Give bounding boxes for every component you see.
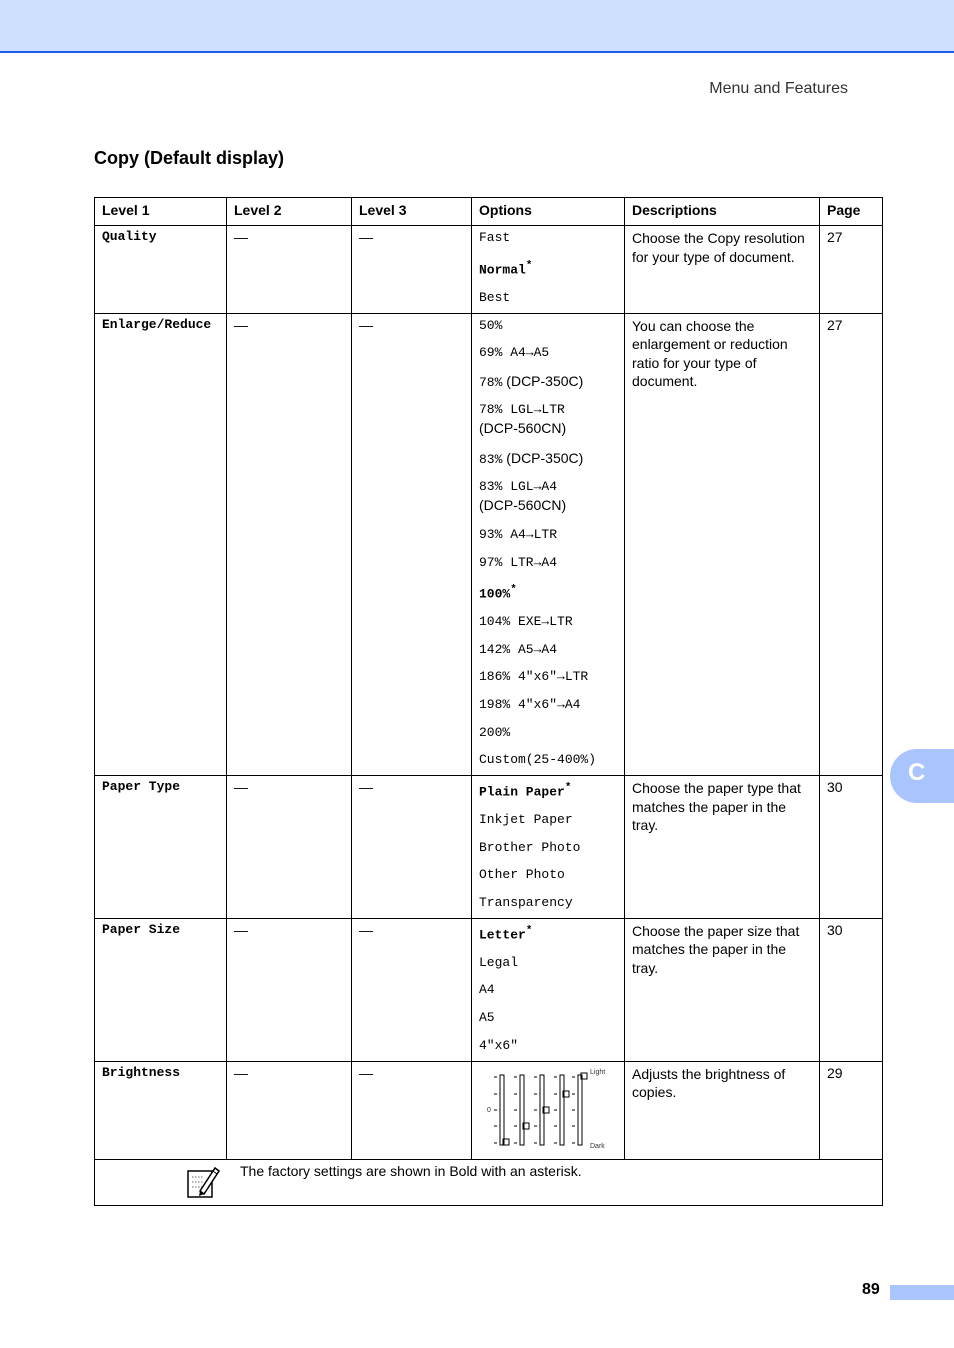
brightness-scale-5 [572,1073,587,1145]
table-row [95,1061,883,1159]
level3-cell: — [352,313,472,776]
option-item: 93% A4→LTR [479,527,558,543]
table-row [95,226,883,314]
option-item-default: 100%* [479,584,517,602]
level2-cell: — [227,313,352,776]
column-header: Level 3 [352,198,472,226]
chapter-letter: C [908,759,926,786]
note-cell [95,1159,883,1205]
brightness-scale-2 [514,1075,529,1145]
option-item: Brother Photo [479,839,581,855]
option-item: 4"x6" [479,1037,519,1053]
option-item-default: Normal* [479,259,533,277]
level3-cell: — [352,226,472,314]
page-cell: 27 [820,313,883,776]
model-note: (DCP-350C) [502,372,584,389]
brightness-dark-label: Dark [590,1142,605,1150]
option-item-default: Letter* [479,924,533,943]
level3-cell: — [352,776,472,919]
option-item: Custom(25-400%) [479,752,597,768]
level3-cell: — [352,1061,472,1159]
column-header: Page [820,198,883,226]
section-title: Copy (Default display) [94,148,285,168]
level1-cell: Brightness [95,1061,227,1159]
option-item: 97% LTR→A4 [479,554,558,570]
table-header-row [95,198,883,226]
brightness-scale-1 [494,1075,509,1145]
table-row [95,776,883,919]
note-pencil-icon [186,1163,220,1199]
level2-cell: — [227,918,352,1061]
option-item: 69% A4→A5 [479,345,550,361]
level2-cell: — [227,226,352,314]
page-cell: 29 [820,1061,883,1159]
option-item-default: Plain Paper* [479,782,572,800]
description-cell: Choose the Copy resolution for your type of document. [625,226,820,314]
default-asterisk: * [564,782,572,795]
level2-cell: — [227,1061,352,1159]
default-asterisk: * [525,924,533,937]
default-asterisk: * [510,584,517,597]
description-cell: Adjusts the brightness of copies. [625,1061,820,1159]
option-item: Transparency [479,894,573,910]
page-cell: 30 [820,918,883,1061]
copy-menu-table [94,197,883,1206]
level1-cell: Quality [95,226,227,314]
option-item: Legal [479,954,519,970]
option-item: 83% LGL→A4 (DCP-560CN) [479,479,567,514]
option-item: 186% 4"x6"→LTR [479,669,589,685]
column-header: Level 1 [95,198,227,226]
level2-cell: — [227,776,352,919]
chapter-side-tab [890,749,954,803]
options-cell [472,918,625,1061]
page-number: 89 [862,1281,880,1298]
table-row [95,313,883,776]
option-item: Best [479,289,511,305]
note-row [95,1159,883,1205]
options-cell [472,313,625,776]
option-item: 83% (DCP-350C) [479,449,584,467]
option-item: A5 [479,1009,495,1025]
option-item: 200% [479,724,511,740]
brightness-light-label: Light [590,1068,606,1076]
level1-cell: Paper Type [95,776,227,919]
default-asterisk: * [525,259,533,272]
option-item: 78% (DCP-350C) [479,372,584,390]
footnote-text: The factory settings are shown in Bold with an asterisk. [240,1162,582,1179]
column-header: Options [472,198,625,226]
options-cell [472,1061,625,1159]
top-band [0,0,954,53]
column-header: Descriptions [625,198,820,226]
option-item: 198% 4"x6"→A4 [479,696,581,712]
model-note: (DCP-560CN) [479,497,567,514]
option-item: 78% LGL→LTR (DCP-560CN) [479,402,567,437]
table-row [95,918,883,1061]
brightness-scale-3 [534,1075,549,1145]
model-note: (DCP-560CN) [479,420,567,437]
option-item: Inkjet Paper [479,812,573,828]
description-cell: You can choose the enlargement or reduction ratio for your type of document. [625,313,820,776]
level3-cell: — [352,918,472,1061]
running-header: Menu and Features [709,80,848,97]
brightness-zero-label: 0 [487,1106,491,1114]
level1-cell: Paper Size [95,918,227,1061]
level1-cell: Enlarge/Reduce [95,313,227,776]
option-item: 142% A5→A4 [479,641,558,657]
column-header: Level 2 [227,198,352,226]
model-note: (DCP-350C) [502,449,584,466]
page-number-bar [890,1285,954,1300]
option-item: 104% EXE→LTR [479,614,573,630]
option-item: 50% [479,317,503,333]
page-cell: 30 [820,776,883,919]
option-item: Other Photo [479,867,565,883]
options-cell [472,226,625,314]
brightness-scale-4 [554,1075,569,1145]
option-item: Fast [479,230,511,245]
options-cell [472,776,625,919]
brightness-scale-graphic [484,1067,614,1151]
description-cell: Choose the paper size that matches the paper in the tray. [625,918,820,1061]
page-cell: 27 [820,226,883,314]
description-cell: Choose the paper type that matches the paper in the tray. [625,776,820,919]
option-item: A4 [479,982,495,998]
